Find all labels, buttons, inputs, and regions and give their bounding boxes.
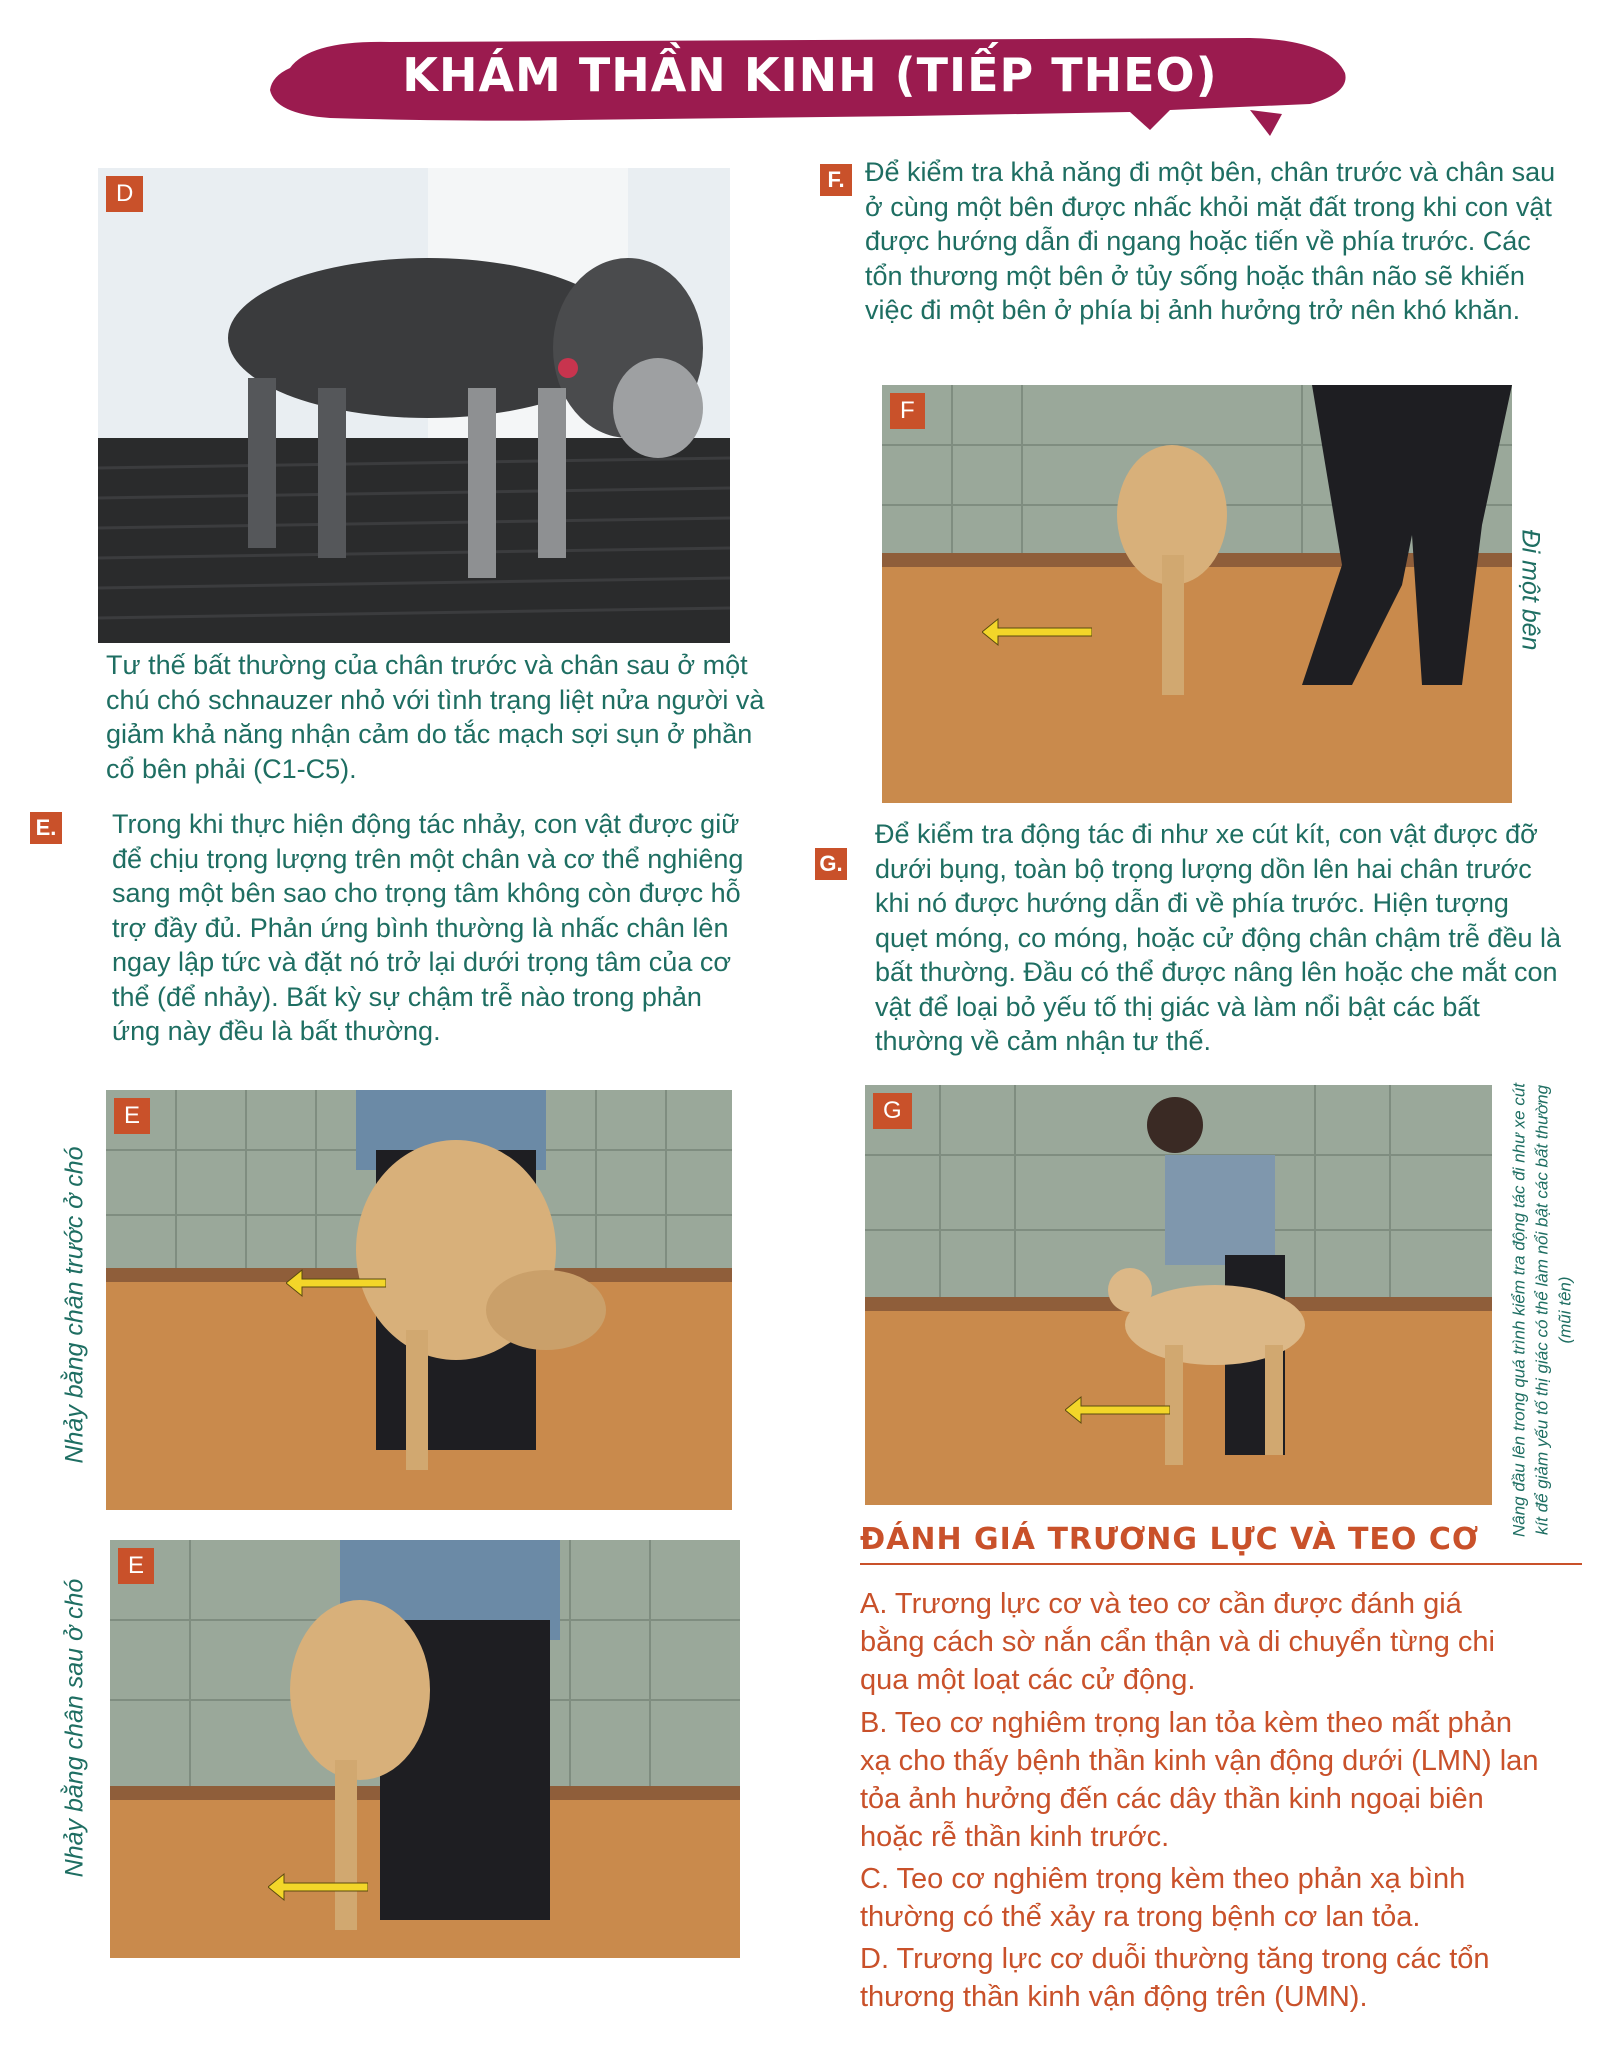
section-f-tag: F. xyxy=(820,164,852,196)
muscle-item-d: D. Trương lực cơ duỗi thường tăng trong các tổn thương thần kinh vận động trên (UMN). xyxy=(860,1943,1490,2013)
photo-g-label: G xyxy=(873,1093,912,1129)
arrow-e1 xyxy=(286,1268,386,1298)
muscle-item-b: B. Teo cơ nghiêm trọng lan tỏa kèm theo mất phản xạ cho thấy bệnh thần kinh vận động dưới (LMN) lan tỏa ảnh hưởng đến các dây thần kinh ngoại biên hoặc rễ thần kinh trước. xyxy=(860,1707,1539,1853)
section-f-text: Để kiểm tra khả năng đi một bên, chân trước và chân sau ở cùng một bên được nhấc khỏi mặt đất trong khi con vật được hướng dẫn đi ngang hoặc tiến về phía trước. Các tổn thương một bên ở tủy sống hoặc thân não sẽ khiến việc đi một bên ở phía bị ảnh hưởng trở nên khó khăn. xyxy=(865,157,1556,325)
photo-d-label: D xyxy=(106,176,143,212)
page-title: KHÁM THẦN KINH (TIẾP THEO) xyxy=(402,48,1218,102)
muscle-item-a: A. Trương lực cơ và teo cơ cần được đánh giá bằng cách sờ nắn cẩn thận và di chuyển từng chi qua một loạt các cử động. xyxy=(860,1588,1495,1696)
photo-e2 xyxy=(110,1540,740,1958)
photo-g xyxy=(865,1085,1492,1505)
photo-g-vertical-caption: Nâng đầu lên trong quá trình kiểm tra động tác đi như xe cút kít để giảm yếu tố thị giác có thể làm nổi bật các bất thường (mũi tên) xyxy=(1509,1083,1575,1537)
photo-e2-label: E xyxy=(118,1548,154,1584)
photo-e2-vertical-caption: Nhảy bằng chân sau ở chó xyxy=(60,1578,89,1878)
photo-f-vertical-caption: Đi một bên xyxy=(1516,529,1545,651)
photo-d xyxy=(98,168,730,643)
arrow-g xyxy=(1065,1395,1170,1425)
photo-d-caption: Tư thế bất thường của chân trước và chân sau ở một chú chó schnauzer nhỏ với tình trạng liệt nửa người và giảm khả năng nhận cảm do tắc mạch sợi sụn ở phần cổ bên phải (C1-C5). xyxy=(106,650,765,784)
arrow-e2 xyxy=(268,1872,368,1902)
photo-e1-label: E xyxy=(114,1098,150,1134)
muscle-item-c: C. Teo cơ nghiêm trọng kèm theo phản xạ bình thường có thể xảy ra trong bệnh cơ lan tỏa. xyxy=(860,1863,1466,1933)
section-heading: ĐÁNH GIÁ TRƯƠNG LỰC VÀ TEO CƠ xyxy=(860,1522,1480,1557)
section-e-tag: E. xyxy=(30,812,62,844)
photo-f-label: F xyxy=(890,393,925,429)
photo-f xyxy=(882,385,1512,803)
photo-e1-vertical-caption: Nhảy bằng chân trước ở chó xyxy=(60,1146,89,1464)
section-e-text: Trong khi thực hiện động tác nhảy, con vật được giữ để chịu trọng lượng trên một chân và cơ thể nghiêng sang một bên sao cho trọng tâm không còn được hỗ trợ đầy đủ. Phản ứng bình thường là nhấc chân lên ngay lập tức và đặt nó trở lại dưới trọng tâm của cơ thể (để nhảy). Bất kỳ sự chậm trễ nào trong phản ứng này đều là bất thường. xyxy=(112,809,744,1046)
section-g-text: Để kiểm tra động tác đi như xe cút kít, con vật được đỡ dưới bụng, toàn bộ trọng lượng dồn lên hai chân trước khi nó được hướng dẫn đi về phía trước. Hiện tượng quẹt móng, co móng, hoặc cử động chân chậm trễ đều là bất thường. Đầu có thể được nâng lên hoặc che mắt con vật để loại bỏ yếu tố thị giác và làm nổi bật các bất thường về cảm nhận tư thế. xyxy=(875,819,1561,1056)
photo-e1 xyxy=(106,1090,732,1510)
section-rule xyxy=(860,1563,1582,1565)
arrow-f xyxy=(982,617,1092,647)
section-g-tag: G. xyxy=(815,848,847,880)
